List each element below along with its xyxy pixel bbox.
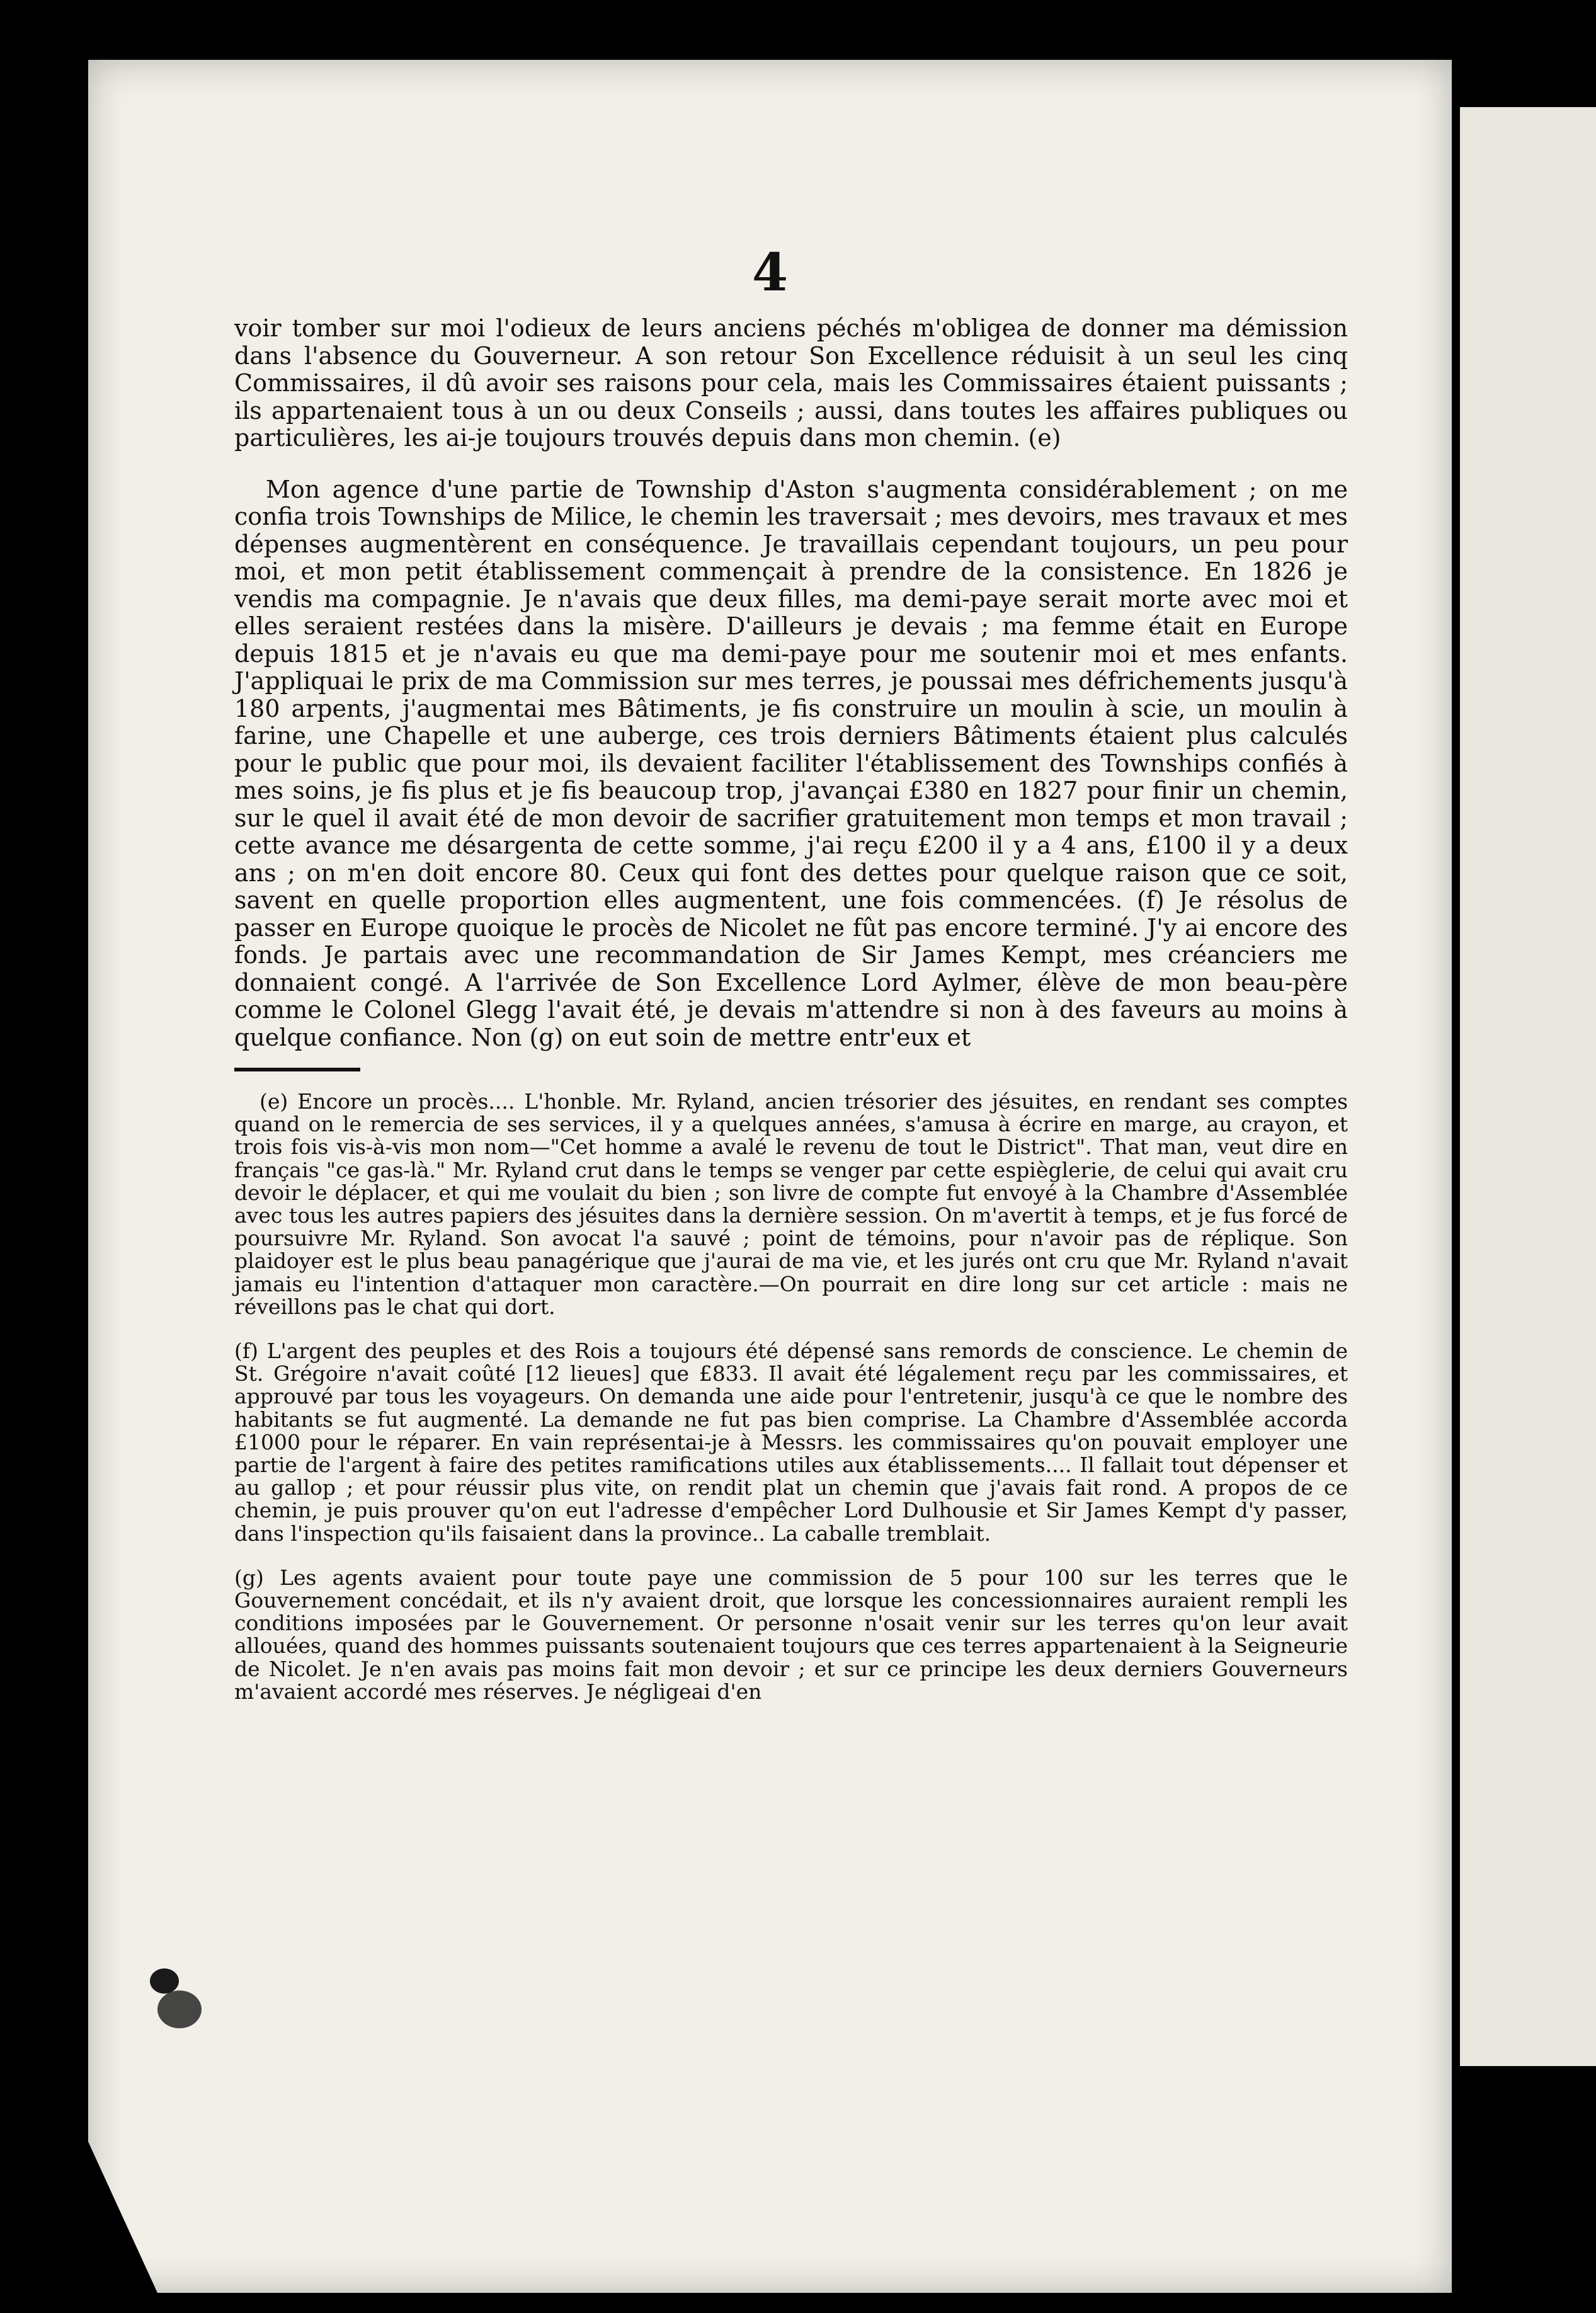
footnotes — [234, 1090, 1348, 1703]
adjacent-page-edge — [1460, 107, 1596, 2066]
page-number: 4 — [751, 243, 789, 303]
document-page — [88, 60, 1452, 2293]
main-text — [234, 315, 1348, 1051]
page-content — [234, 315, 1348, 1725]
ink-stain — [150, 1968, 179, 1994]
footnote-g: (g) Les agents avaient pour toute paye une commission de 5 pour 100 sur les terres que le Gouvernement concédait, et ils n'y avaient droit, que lorsque les concessionnaires auraient rempli les conditions imposées par le Gouvernement. Or personne n'osait venir sur les terres qu'on leur avait allouées, quand des hommes puissants soutenaient toujours que ces terres appartenaient à la Seigneurie de Nicolet. Je n'en avais pas moins fait mon devoir ; et sur ce principe les deux derniers Gouverneurs m'avaient accordé mes réserves. Je négligeai d'en — [234, 1565, 1348, 1704]
paragraph: voir tomber sur moi l'odieux de leurs anciens péchés m'obligea de donner ma démission dans l'absence du Gouverneur. A son retour Son Excellence réduisit à un seul les cinq Commissaires, il dû avoir ses raisons pour cela, mais les Commissaires étaient puissants ; ils appartenaient tous à un ou deux Conseils ; aussi, dans toutes les affaires publiques ou particulières, les ai-je toujours trouvés depuis dans mon chemin. (e) — [234, 314, 1348, 452]
footnote-f: (f) L'argent des peuples et des Rois a toujours été dépensé sans remords de conscience. Le chemin de St. Grégoire n'avait coûté [12 lieues] que £833. Il avait été légalement reçu par les commissaires, et approuvé par tous les voyageurs. On demanda une aide pour l'entretenir, jusqu'à ce que le nombre des habitants se fut augmenté. La demande ne fut pas bien comprise. La Chambre d'Assemblée accorda £1000 pour le réparer. En vain représentai-je à Messrs. les commissaires qu'on pouvait employer une partie de l'argent à faire des petites ramifications utiles aux établissements.... Il fallait tout dépenser et au gallop ; et pour réussir plus vite, on rendit plat un chemin que j'avais fait rond. A propos de ce chemin, je puis prouver qu'on eut l'adresse d'empêcher Lord Dulhousie et Sir James Kempt d'y passer, dans l'inspection qu'ils faisaient dans la province.. La caballe tremblait. — [234, 1339, 1348, 1546]
footnote-separator — [234, 1068, 360, 1071]
footnote-e: (e) Encore un procès.... L'honble. Mr. Ryland, ancien trésorier des jésuites, en rendant ses comptes quand on le remercia de ses services, il y a quelques années, s'amusa à écrire en marge, au crayon, et trois fois vis-à-vis mon nom—"Cet homme a avalé le revenu de tout le District". That man, veut dire en français "ce gas-là." Mr. Ryland crut dans le temps se venger par cette espièglerie, de celui qui avait cru devoir le déplacer, et qui me voulait du bien ; son livre de compte fut envoyé à la Chambre d'Assemblée avec tous les autres papiers des jésuites dans la dernière session. On m'avertit à temps, et je fus forcé de poursuivre Mr. Ryland. Son avocat l'a sauvé ; point de témoins, pour n'avoir pas de réplique. Son plaidoyer est le plus beau panagérique que j'aurai de ma vie, et les jurés ont cru que Mr. Ryland n'avait jamais eu l'intention d'attaquer mon caractère.—On pourrait en dire long sur cet article : mais ne réveillons pas le chat qui dort. — [234, 1089, 1348, 1319]
paragraph: Mon agence d'une partie de Township d'Aston s'augmenta considérablement ; on me confia trois Townships de Milice, le chemin les traversait ; mes devoirs, mes travaux et mes dépenses augmentèrent en conséquence. Je travaillais cependant toujours, un peu pour moi, et mon petit établissement commençait à prendre de la consistence. En 1826 je vendis ma compagnie. Je n'avais que deux filles, ma demi-paye serait morte avec moi et elles seraient restées dans la misère. D'ailleurs je devais ; ma femme était en Europe depuis 1815 et je n'avais eu que ma demi-paye pour me soutenir moi et mes enfants. J'appliquai le prix de ma Commission sur mes terres, je poussai mes défrichements jusqu'à 180 arpents, j'augmentai mes Bâtiments, je fis construire un moulin à scie, un moulin à farine, une Chapelle et une auberge, ces trois derniers Bâtiments étaient plus calculés pour le public que pour moi, ils devaient faciliter l'établissement des Townships confiés à mes soins, je fis plus et je fis beaucoup trop, j'avançai £380 en 1827 pour finir un chemin, sur le quel il avait été de mon devoir de sacrifier gratuitement mon temps et mon travail ; cette avance me désargenta de cette somme, j'ai reçu £200 il y a 4 ans, £100 il y a deux ans ; on m'en doit encore 80. Ceux qui font des dettes pour quelque raison que ce soit, savent en quelle proportion elles augmentent, une fois commencées. (f) Je résolus de passer en Europe quoique le procès de Nicolet ne fût pas encore terminé. J'y ai encore des fonds. Je partais avec une recommandation de Sir James Kempt, mes créanciers me donnaient congé. A l'arrivée de Son Excellence Lord Aylmer, élève de mon beau-père comme le Colonel Glegg l'avait été, je devais m'attendre si non à des faveurs au moins à quelque confiance. Non (g) on eut soin de mettre entr'eux et — [234, 475, 1348, 1051]
ink-stain — [157, 1990, 202, 2028]
